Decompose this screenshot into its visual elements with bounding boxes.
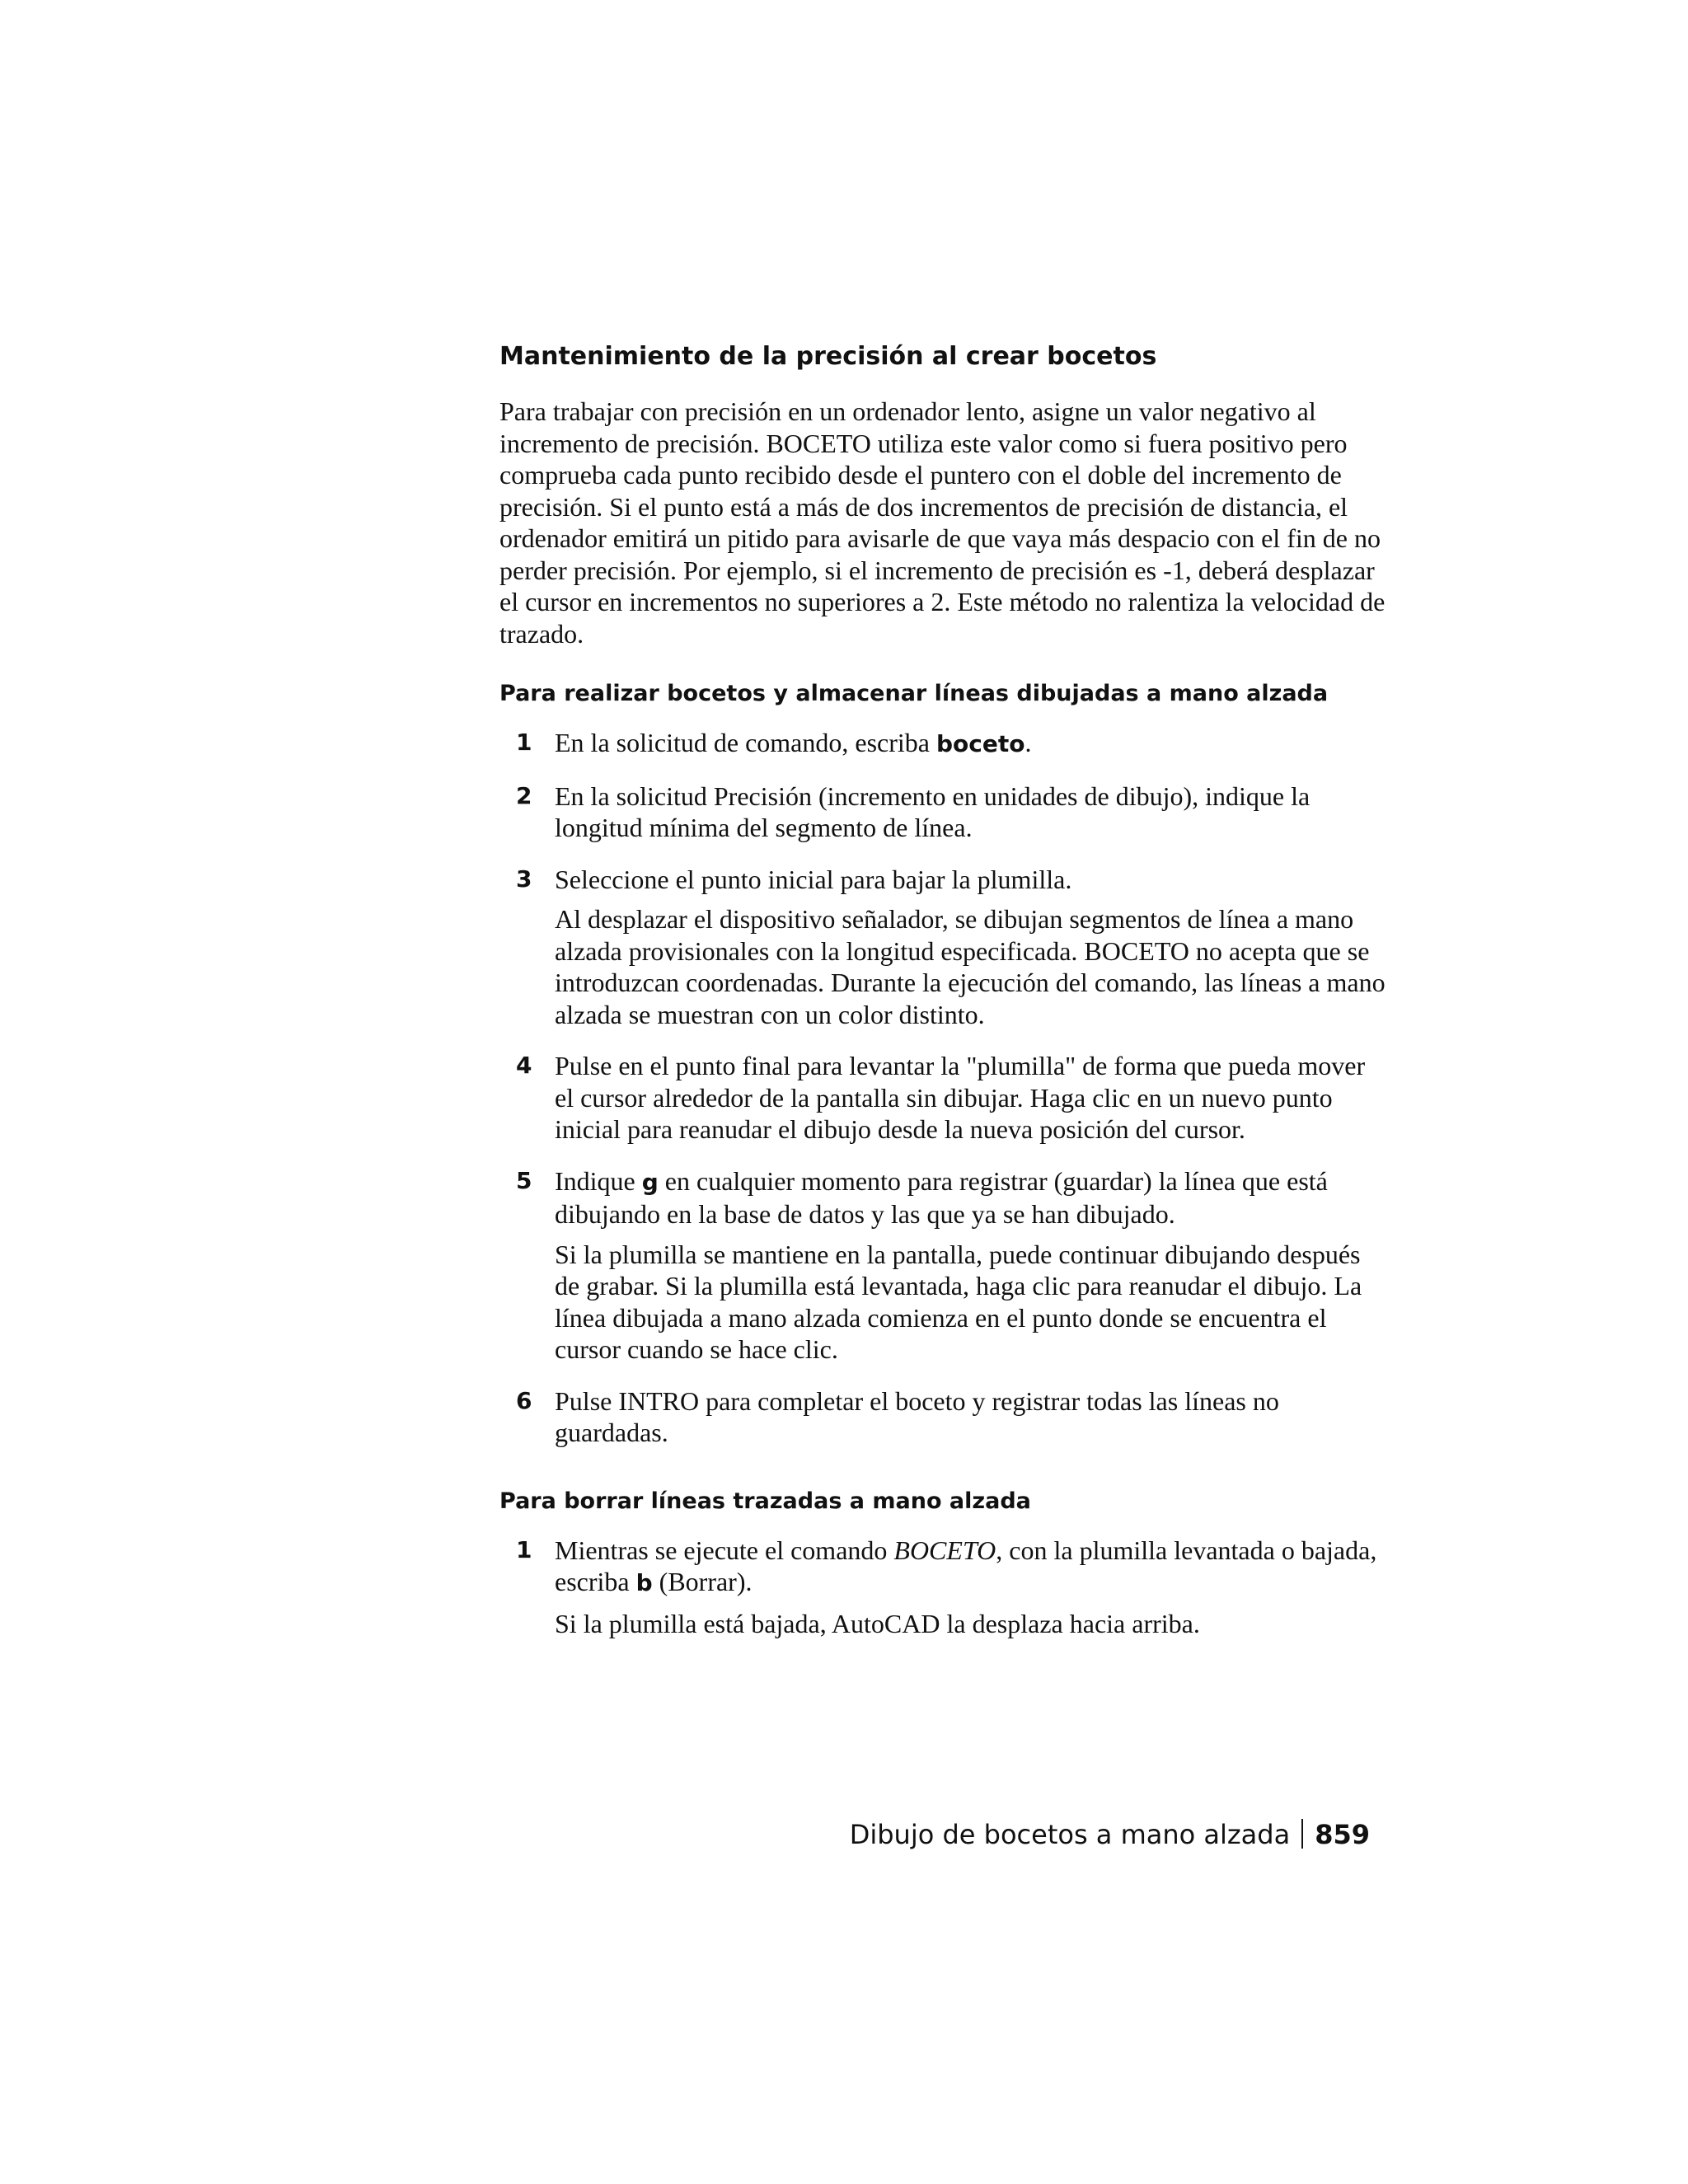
step-text-part: Indique <box>555 1165 642 1196</box>
step-text <box>555 1165 1390 1230</box>
erase-step-1 <box>499 1535 1390 1640</box>
page-content <box>499 341 1390 1659</box>
step-text: En la solicitud Precisión (incremento en unidades de dibujo), indique la longitud mínima del segmento de línea. <box>555 780 1311 842</box>
sketch-step-4 <box>499 1050 1390 1146</box>
step-text-part: en cualquier momento para registrar (guardar) la línea que está dibujando en la base de datos y las que ya se han dibujado. <box>555 1165 1328 1229</box>
step-number: 4 <box>516 1052 532 1079</box>
step-text-part: , con la plumilla levantada o bajada, escriba <box>555 1535 1377 1596</box>
command-keyword: g <box>641 1168 659 1196</box>
step-text: Seleccione el punto inicial para bajar la plumilla. <box>555 864 1072 894</box>
section-heading-precision: Mantenimiento de la precisión al crear bocetos <box>499 342 1157 371</box>
sketch-step-6 <box>499 1385 1390 1449</box>
step-number: 1 <box>516 1535 532 1563</box>
procedure-heading-sketch: Para realizar bocetos y almacenar líneas dibujadas a mano alzada <box>499 681 1329 706</box>
step-number: 5 <box>516 1166 532 1194</box>
step-number: 6 <box>516 1386 532 1414</box>
step-text: Pulse en el punto final para levantar la "plumilla" de forma que pueda mover el cursor alrededor de la pantalla sin dibujar. Haga clic en un nuevo punto inicial para reanudar el dibujo desde la nueva posición del cursor. <box>555 1051 1366 1144</box>
step-text <box>555 1535 1390 1600</box>
page-footer <box>850 1818 1370 1851</box>
step-text <box>555 727 1390 761</box>
procedure-heading-erase: Para borrar líneas trazadas a mano alzada <box>499 1488 1031 1514</box>
step-note: Si la plumilla se mantiene en la pantalla, puede continuar dibujando después de grabar. Si la plumilla está levantada, haga clic para reanudar el dibujo. La línea dibujada a mano alzada comienza en el punto donde se encuentra el cursor cuando se hace clic. <box>555 1239 1362 1364</box>
step-note: Al desplazar el dispositivo señalador, se dibujan segmentos de línea a mano alzada provisionales con la longitud especificada. BOCETO no acepta que se introduzcan coordenadas. Durante la ejecución del comando, las líneas a mano alzada se muestran con un color distinto. <box>555 904 1386 1029</box>
step-text-part: En la solicitud de comando, escriba <box>555 728 936 757</box>
sketch-steps-list <box>499 727 1390 1449</box>
sketch-step-2 <box>499 780 1390 844</box>
command-keyword: boceto <box>935 730 1025 757</box>
footer-chapter-title: Dibujo de bocetos a mano alzada <box>849 1819 1291 1850</box>
step-text: Pulse INTRO para completar el boceto y registrar todas las líneas no guardadas. <box>555 1385 1279 1447</box>
step-number: 1 <box>516 729 532 756</box>
command-keyword: b <box>635 1569 653 1596</box>
sketch-step-5 <box>499 1165 1390 1366</box>
precision-paragraph: Para trabajar con precisión en un ordenador lento, asigne un valor negativo al incremento de precisión. BOCETO utiliza este valor como si fuera positivo pero comprueba cada punto recibido desde el puntero con el doble del incremento de precisión. Si el punto está a más de dos incrementos de precisión de distancia, el ordenador emitirá un pitido para avisarle de que vaya más despacio con el fin de no perder precisión. Por ejemplo, si el incremento de precisión es -1, deberá desplazar el cursor en incrementos no superiores a 2. Este método no ralentiza la velocidad de trazado. <box>499 396 1386 649</box>
footer-separator <box>1301 1819 1303 1849</box>
step-text-part: . <box>1025 728 1032 757</box>
erase-steps-list <box>499 1535 1390 1640</box>
sketch-step-3 <box>499 864 1390 1031</box>
step-text-part: (Borrar). <box>652 1567 753 1596</box>
step-note: Si la plumilla está bajada, AutoCAD la desplaza hacia arriba. <box>555 1608 1200 1638</box>
section-spacer <box>499 1469 1390 1487</box>
footer-page-number: 859 <box>1315 1819 1370 1850</box>
step-text-part: Mientras se ejecute el comando <box>555 1535 894 1565</box>
step-number: 2 <box>516 781 532 809</box>
step-number: 3 <box>516 865 532 893</box>
sketch-step-1 <box>499 727 1390 761</box>
command-name-italic: BOCETO <box>893 1535 996 1565</box>
